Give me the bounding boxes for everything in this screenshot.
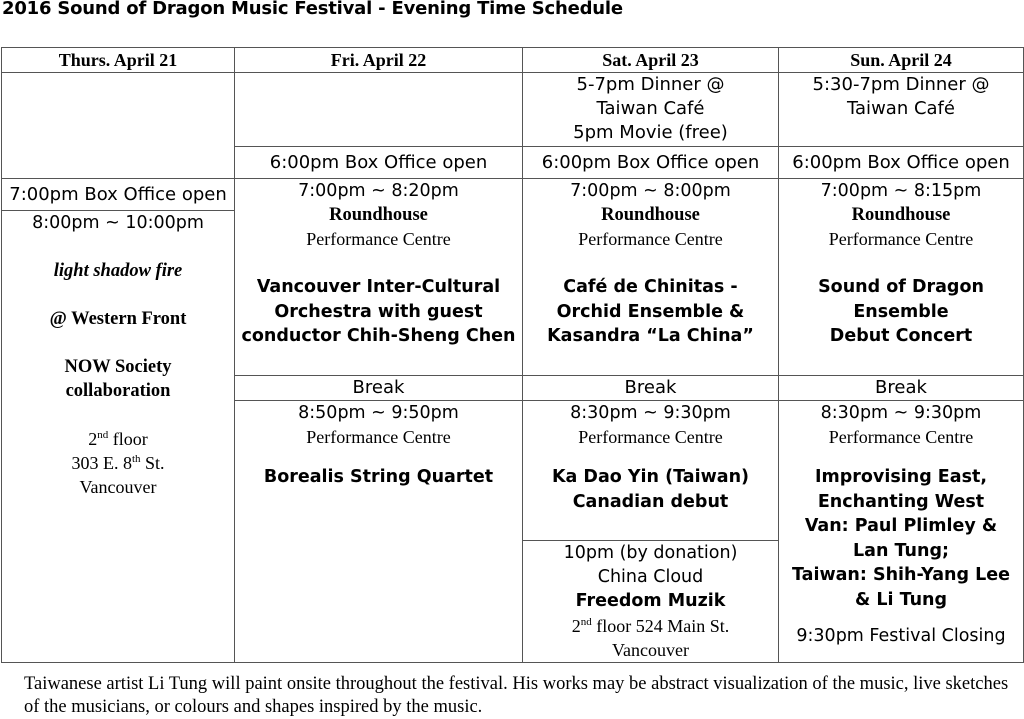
- sat-movie: 5pm Movie (free): [573, 122, 728, 143]
- header-thu: Thurs. April 21: [2, 48, 235, 73]
- sat-10pm-act: Freedom Muzik: [575, 591, 726, 611]
- fri-late-time: 8:50pm ~ 9:50pm: [298, 403, 459, 423]
- schedule-table: [1, 47, 1024, 663]
- sun-late-act-2: Enchanting West: [817, 491, 985, 512]
- fri-box-office: 6:00pm Box Office open: [235, 147, 523, 179]
- fri-main-venue-bold: Roundhouse: [329, 205, 428, 225]
- thu-empty-cell: [2, 73, 235, 179]
- footnote: Taiwanese artist Li Tung will paint onsite throughout the festival. His works may be abstract visualization of the music, live sketches of the musicians, or colours and shapes inspired by the music.: [24, 674, 1009, 717]
- sat-late-act-1: Ka Dao Yin (Taiwan): [551, 467, 750, 487]
- sun-main-act-1: Sound of Dragon: [818, 277, 984, 297]
- thu-event-name: light shadow fire: [53, 261, 183, 281]
- sat-late-act-2: Canadian debut: [572, 491, 729, 512]
- thu-box-office: 7:00pm Box Office open: [2, 179, 235, 211]
- sat-late-time: 8:30pm ~ 9:30pm: [570, 403, 731, 423]
- sat-break: Break: [523, 376, 779, 401]
- sun-main-act-2: Ensemble: [853, 301, 949, 322]
- sun-late-act-3: Van: Paul Plimley &: [804, 516, 998, 536]
- sat-box-office: 6:00pm Box Office open: [523, 147, 779, 179]
- fri-main-act-3: conductor Chih-Sheng Chen: [241, 326, 516, 346]
- sat-late-cell: [523, 401, 779, 541]
- fri-main-cell: [235, 179, 523, 376]
- sun-late-cell: [779, 401, 1024, 663]
- header-sat: Sat. April 23: [523, 48, 779, 73]
- sat-10pm-address: 2nd floor 524 Main St.: [571, 615, 730, 636]
- thu-event-cell: [2, 211, 235, 663]
- sat-dinner-line: 5-7pm Dinner @: [576, 74, 725, 95]
- sun-main-cell: [779, 179, 1024, 376]
- sun-main-act-3: Debut Concert: [829, 326, 973, 346]
- sat-10pm-cell: [523, 541, 779, 663]
- header-sun: Sun. April 24: [779, 48, 1024, 73]
- sun-dinner-cell: [779, 73, 1024, 147]
- sat-10pm-time: 10pm (by donation): [563, 543, 738, 563]
- sat-main-time: 7:00pm ~ 8:00pm: [570, 181, 731, 201]
- thu-event-collab-2: collaboration: [65, 381, 171, 401]
- page-title: 2016 Sound of Dragon Music Festival - Evening Time Schedule: [2, 0, 623, 19]
- thu-event-collab-1: NOW Society: [64, 357, 172, 377]
- thu-event-time: 8:00pm ~ 10:00pm: [32, 213, 204, 233]
- fri-break: Break: [235, 376, 523, 401]
- sun-late-time: 8:30pm ~ 9:30pm: [820, 403, 982, 423]
- sat-10pm-city: Vancouver: [612, 639, 689, 660]
- sat-main-venue-bold: Roundhouse: [601, 205, 700, 225]
- sat-main-cell: [523, 179, 779, 376]
- fri-late-cell: [235, 401, 523, 663]
- fri-main-venue: Performance Centre: [306, 229, 451, 249]
- sat-dinner-place: Taiwan Café: [596, 98, 705, 119]
- fri-main-time: 7:00pm ~ 8:20pm: [298, 181, 459, 201]
- sun-late-venue: Performance Centre: [828, 427, 974, 447]
- fri-late-venue: Performance Centre: [306, 427, 451, 447]
- sun-late-act-1: Improvising East,: [814, 467, 988, 487]
- sun-late-act-5: Taiwan: Shih-Yang Lee: [791, 565, 1011, 585]
- sun-festival-closing: 9:30pm Festival Closing: [796, 626, 1006, 646]
- sat-main-act-1: Café de Chinitas -: [563, 277, 738, 297]
- fri-main-act-1: Vancouver Inter-Cultural: [256, 277, 501, 297]
- sun-late-act-4: Lan Tung;: [853, 540, 949, 561]
- thu-box-office-row: [2, 179, 1024, 211]
- sun-late-act-6: & Li Tung: [854, 589, 948, 610]
- fri-empty-cell: [235, 73, 523, 147]
- fri-late-act: Borealis String Quartet: [263, 467, 494, 487]
- sat-dinner-cell: [523, 73, 779, 147]
- sat-10pm-name: China Cloud: [597, 567, 704, 587]
- thu-event-address: 303 E. 8th St.: [71, 453, 165, 473]
- sun-box-office: 6:00pm Box Office open: [779, 147, 1024, 179]
- header-row: [2, 48, 1024, 73]
- sat-late-venue: Performance Centre: [578, 427, 723, 447]
- sat-main-act-3: Kasandra “La China”: [547, 326, 754, 346]
- sat-main-venue: Performance Centre: [578, 229, 723, 249]
- dinner-row: [2, 73, 1024, 147]
- sun-main-venue-bold: Roundhouse: [851, 205, 951, 225]
- sat-main-act-2: Orchid Ensemble &: [556, 301, 745, 322]
- thu-event-city: Vancouver: [79, 477, 157, 497]
- sun-main-venue: Performance Centre: [828, 229, 974, 249]
- header-fri: Fri. April 22: [235, 48, 523, 73]
- fri-main-act-2: Orchestra with guest: [274, 301, 483, 322]
- sun-dinner-place: Taiwan Café: [847, 98, 955, 119]
- thu-event-venue: @ Western Front: [49, 309, 187, 329]
- thu-event-floor: 2nd floor: [88, 429, 148, 449]
- sun-break: Break: [779, 376, 1024, 401]
- sun-dinner-line: 5:30-7pm Dinner @: [812, 74, 990, 95]
- sun-main-time: 7:00pm ~ 8:15pm: [820, 181, 982, 201]
